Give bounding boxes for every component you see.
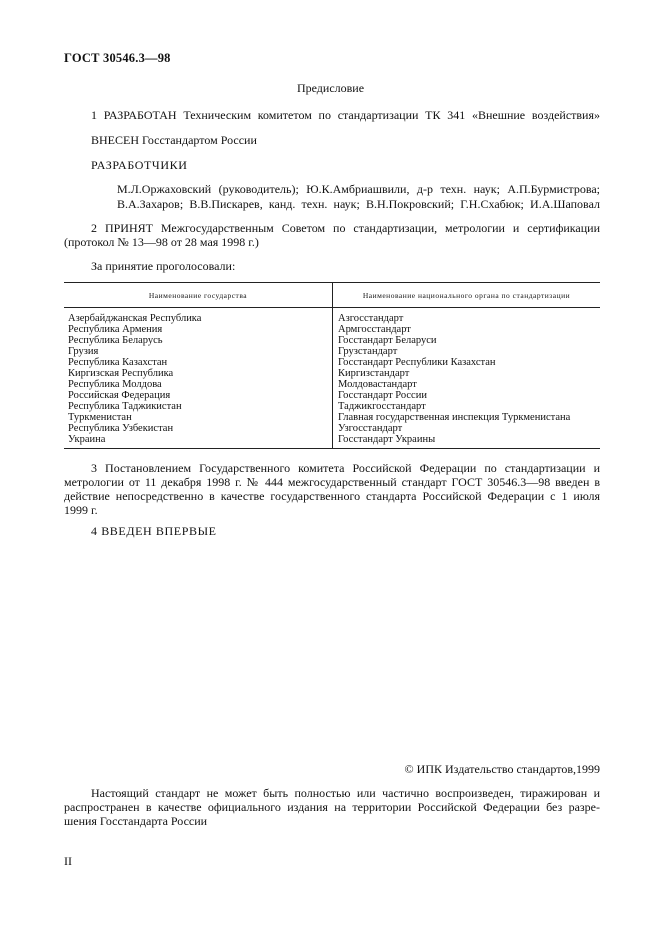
table-row: [64, 308, 600, 325]
standards-body-cell: Госстандарт Украины: [333, 434, 601, 449]
state-name-cell: Азербайджанская Республика: [68, 313, 202, 324]
table-row: [64, 390, 600, 401]
column-header-standards-body: Наименование национального органа по стандартизации: [333, 283, 601, 308]
table-row: [64, 346, 600, 357]
state-name-cell: Российская Федерация: [68, 390, 171, 401]
table-row: [64, 434, 600, 449]
table-row: [64, 324, 600, 335]
table-row: [64, 357, 600, 368]
state-name-cell: Республика Таджикистан: [68, 401, 182, 412]
page-number: II: [64, 854, 72, 868]
state-name-cell: Грузия: [68, 346, 99, 357]
decree-line-4: 1999 г.: [64, 503, 98, 517]
standards-body-cell: Таджикгосстандарт: [333, 401, 601, 412]
standards-body-cell: Грузстандарт: [333, 346, 601, 357]
votes-table: [64, 282, 600, 449]
developed-by-line: 1 РАЗРАБОТАН Техническим комитетом по стандартизации ТК 341 «Внешние воздействия»: [91, 108, 600, 122]
standards-body-cell: Госстандарт России: [333, 390, 601, 401]
table-row: [64, 335, 600, 346]
state-name-cell: Республика Узбекистан: [68, 423, 174, 434]
voted-label: За принятие проголосовали:: [91, 259, 236, 273]
state-name-cell: Республика Армения: [68, 324, 163, 335]
state-name-cell: Украина: [68, 434, 106, 445]
table-row: [64, 368, 600, 379]
notice-line-2: распространен в качестве официального издания на территории Российской Федерации без разре-: [64, 800, 600, 814]
standards-body-cell: Главная государственная инспекция Туркменистана: [333, 412, 601, 423]
page-title: Предисловие: [296, 81, 365, 95]
notice-line-3: шения Госстандарта России: [64, 814, 208, 828]
developers-heading: РАЗРАБОТЧИКИ: [91, 158, 188, 172]
standards-body-cell: Армгосстандарт: [333, 324, 601, 335]
copyright-line: © ИПК Издательство стандартов,1999: [404, 762, 600, 776]
state-name-cell: Туркменистан: [68, 412, 132, 423]
developers-line-2: В.А.Захаров; В.В.Пискарев, канд. техн. наук; В.Н.Покровский; Г.Н.Схабюк; И.А.Шаповал: [117, 197, 600, 211]
table-row: [64, 412, 600, 423]
table-row: [64, 423, 600, 434]
column-header-state: Наименование государства: [64, 283, 333, 308]
standards-body-cell: Киргизстандарт: [333, 368, 601, 379]
introduced-first-time: 4 ВВЕДЕН ВПЕРВЫЕ: [91, 524, 217, 538]
adopted-line-2: (протокол № 13—98 от 28 мая 1998 г.): [64, 235, 259, 249]
introduced-by-line: ВНЕСЕН Госстандартом России: [91, 133, 257, 147]
developers-line-1: М.Л.Оржаховский (руководитель); Ю.К.Амбриашвили, д-р техн. наук; А.П.Бурмистрова;: [117, 182, 600, 196]
adopted-line-1: 2 ПРИНЯТ Межгосударственным Советом по стандартизации, метрологии и сертификации: [91, 221, 600, 235]
table-row: [64, 401, 600, 412]
votes-table-header-row: [64, 283, 600, 308]
standards-body-cell: Узгосстандарт: [333, 423, 601, 434]
state-name-cell: Республика Молдова: [68, 379, 162, 390]
table-row: [64, 379, 600, 390]
state-name-cell: Республика Казахстан: [68, 357, 168, 368]
decree-line-3: действие непосредственно в качестве государственного стандарта Российской Федерации с 1 июля: [64, 489, 600, 503]
standards-body-cell: Азгосстандарт: [333, 308, 601, 325]
notice-line-1: Настоящий стандарт не может быть полностью или частично воспроизведен, тиражирован и: [91, 786, 600, 800]
standards-body-cell: Госстандарт Республики Казахстан: [333, 357, 601, 368]
standards-body-cell: Госстандарт Беларуси: [333, 335, 601, 346]
state-name-cell: Республика Беларусь: [68, 335, 163, 346]
document-code-header: ГОСТ 30546.3—98: [64, 51, 171, 65]
standards-body-cell: Молдовастандарт: [333, 379, 601, 390]
decree-line-1: 3 Постановлением Государственного комитета Российской Федерации по стандартизации и: [91, 461, 600, 475]
decree-line-2: метрологии от 11 декабря 1998 г. № 444 межгосударственный стандарт ГОСТ 30546.3—98 введен в: [64, 475, 600, 489]
state-name-cell: Киргизская Республика: [68, 368, 174, 379]
